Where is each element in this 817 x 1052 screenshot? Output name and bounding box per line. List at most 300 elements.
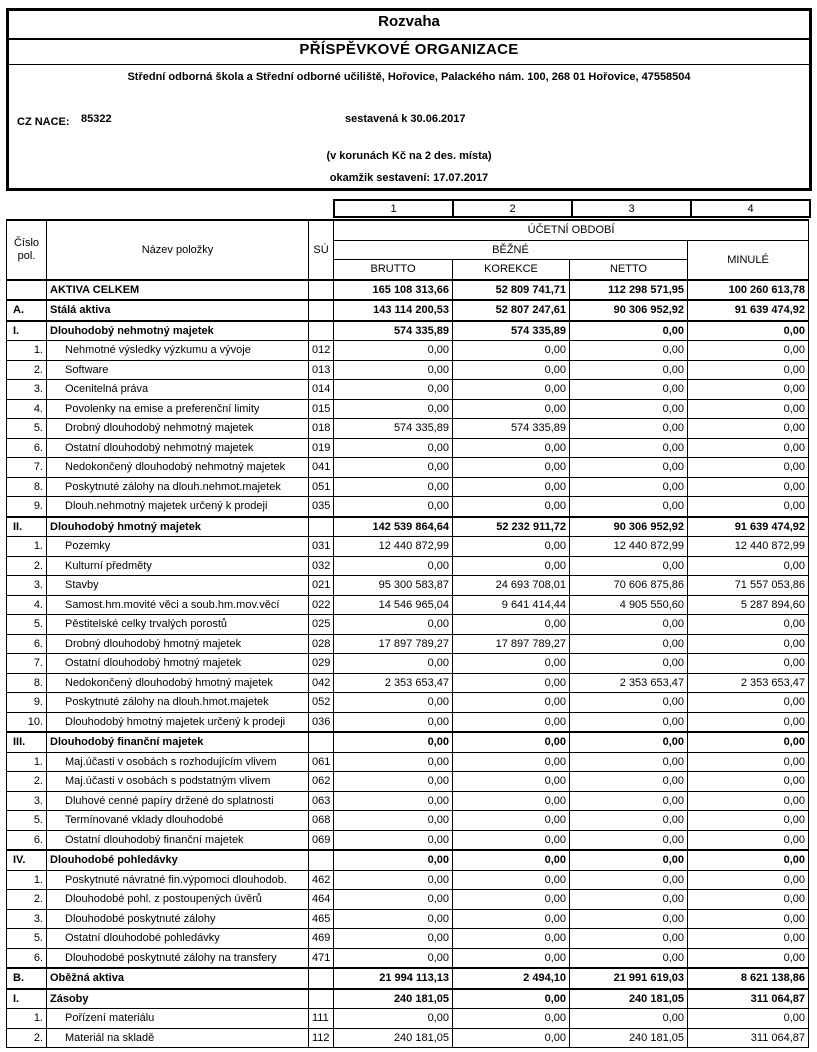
row-netto: 112 298 571,95 bbox=[570, 280, 688, 301]
row-brutto: 0,00 bbox=[334, 890, 453, 910]
column-number: 3 bbox=[572, 200, 691, 217]
row-su: 051 bbox=[309, 477, 334, 497]
units-note: (v korunách Kč na 2 des. místa) bbox=[326, 150, 492, 162]
row-netto: 21 991 619,03 bbox=[570, 968, 688, 989]
table-row bbox=[7, 929, 809, 949]
row-number: 6. bbox=[7, 634, 47, 654]
table-row bbox=[7, 458, 809, 478]
nace-value: 85322 bbox=[81, 113, 112, 125]
row-netto: 0,00 bbox=[570, 850, 688, 870]
row-minule: 0,00 bbox=[688, 752, 809, 772]
row-name: Oběžná aktiva bbox=[47, 968, 309, 989]
row-korekce: 0,00 bbox=[453, 712, 570, 732]
row-name: Stálá aktiva bbox=[47, 300, 309, 321]
row-name: Ostatní dlouhodobý nehmotný majetek bbox=[47, 438, 309, 458]
row-minule: 0,00 bbox=[688, 732, 809, 752]
row-name: Maj.účasti v osobách s rozhodujícím vlivem bbox=[47, 752, 309, 772]
col-header-ucetni-obdobi: ÚČETNÍ OBDOBÍ bbox=[334, 220, 809, 240]
table-row bbox=[7, 791, 809, 811]
row-minule: 0,00 bbox=[688, 497, 809, 517]
row-brutto: 0,00 bbox=[334, 712, 453, 732]
row-korekce: 0,00 bbox=[453, 673, 570, 693]
report-header bbox=[6, 8, 812, 191]
row-minule: 0,00 bbox=[688, 693, 809, 713]
row-minule: 0,00 bbox=[688, 458, 809, 478]
row-su: 031 bbox=[309, 537, 334, 557]
row-su bbox=[309, 280, 334, 301]
row-name: Dlouhodobé poskytnuté zálohy bbox=[47, 909, 309, 929]
row-minule: 0,00 bbox=[688, 634, 809, 654]
row-netto: 12 440 872,99 bbox=[570, 537, 688, 557]
row-minule: 0,00 bbox=[688, 380, 809, 400]
row-minule: 0,00 bbox=[688, 1009, 809, 1029]
column-number: 4 bbox=[691, 200, 810, 217]
row-number: 1. bbox=[7, 537, 47, 557]
row-brutto: 14 546 965,04 bbox=[334, 595, 453, 615]
row-netto: 2 353 653,47 bbox=[570, 673, 688, 693]
row-minule: 0,00 bbox=[688, 830, 809, 850]
row-name: Stavby bbox=[47, 576, 309, 596]
row-name: Nehmotné výsledky výzkumu a vývoje bbox=[47, 341, 309, 361]
row-netto: 0,00 bbox=[570, 556, 688, 576]
row-su bbox=[309, 968, 334, 989]
row-korekce: 0,00 bbox=[453, 693, 570, 713]
row-korekce: 9 641 414,44 bbox=[453, 595, 570, 615]
table-row bbox=[7, 673, 809, 693]
row-netto: 0,00 bbox=[570, 380, 688, 400]
row-number: 5. bbox=[7, 811, 47, 831]
row-number: II. bbox=[7, 517, 47, 537]
row-netto: 0,00 bbox=[570, 615, 688, 635]
row-number: 3. bbox=[7, 576, 47, 596]
row-brutto: 2 353 653,47 bbox=[334, 673, 453, 693]
row-netto: 0,00 bbox=[570, 1009, 688, 1029]
row-su: 469 bbox=[309, 929, 334, 949]
row-minule: 311 064,87 bbox=[688, 989, 809, 1009]
row-minule: 0,00 bbox=[688, 419, 809, 439]
row-minule: 71 557 053,86 bbox=[688, 576, 809, 596]
row-name: Ostatní dlouhodobý finanční majetek bbox=[47, 830, 309, 850]
table-row bbox=[7, 830, 809, 850]
col-header-korekce: KOREKCE bbox=[453, 260, 570, 280]
row-number: 1. bbox=[7, 752, 47, 772]
row-number: I. bbox=[7, 321, 47, 341]
table-row bbox=[7, 968, 809, 989]
row-korekce: 52 807 247,61 bbox=[453, 300, 570, 321]
row-su bbox=[309, 300, 334, 321]
row-netto: 0,00 bbox=[570, 929, 688, 949]
row-name: Samost.hm.movité věci a soub.hm.mov.věcí bbox=[47, 595, 309, 615]
table-row bbox=[7, 1028, 809, 1048]
row-minule: 0,00 bbox=[688, 399, 809, 419]
row-korekce: 0,00 bbox=[453, 438, 570, 458]
row-name: Ocenitelná práva bbox=[47, 380, 309, 400]
table-row bbox=[7, 595, 809, 615]
row-brutto: 21 994 113,13 bbox=[334, 968, 453, 989]
organization-type: PŘÍSPĚVKOVÉ ORGANIZACE bbox=[299, 41, 519, 58]
row-korekce: 17 897 789,27 bbox=[453, 634, 570, 654]
row-su: 019 bbox=[309, 438, 334, 458]
row-minule: 0,00 bbox=[688, 772, 809, 792]
row-minule: 0,00 bbox=[688, 654, 809, 674]
row-su: 032 bbox=[309, 556, 334, 576]
row-su: 042 bbox=[309, 673, 334, 693]
row-korekce: 0,00 bbox=[453, 1028, 570, 1048]
row-number: 5. bbox=[7, 419, 47, 439]
row-brutto: 574 335,89 bbox=[334, 419, 453, 439]
table-row bbox=[7, 477, 809, 497]
row-netto: 70 606 875,86 bbox=[570, 576, 688, 596]
row-brutto: 12 440 872,99 bbox=[334, 537, 453, 557]
row-su: 111 bbox=[309, 1009, 334, 1029]
row-korekce: 0,00 bbox=[453, 615, 570, 635]
row-korekce: 0,00 bbox=[453, 497, 570, 517]
row-brutto: 0,00 bbox=[334, 732, 453, 752]
row-netto: 0,00 bbox=[570, 890, 688, 910]
row-name: Poskytnuté zálohy na dlouh.hmot.majetek bbox=[47, 693, 309, 713]
row-name: Dluhové cenné papíry držené do splatnosti bbox=[47, 791, 309, 811]
row-netto: 0,00 bbox=[570, 870, 688, 890]
row-su: 018 bbox=[309, 419, 334, 439]
row-number: 10. bbox=[7, 712, 47, 732]
row-netto: 0,00 bbox=[570, 772, 688, 792]
table-row bbox=[7, 419, 809, 439]
row-su bbox=[309, 732, 334, 752]
row-su: 022 bbox=[309, 595, 334, 615]
row-brutto: 0,00 bbox=[334, 909, 453, 929]
row-minule: 0,00 bbox=[688, 321, 809, 341]
row-brutto: 0,00 bbox=[334, 360, 453, 380]
row-name: Drobný dlouhodobý nehmotný majetek bbox=[47, 419, 309, 439]
row-brutto: 143 114 200,53 bbox=[334, 300, 453, 321]
row-minule: 311 064,87 bbox=[688, 1028, 809, 1048]
row-minule: 100 260 613,78 bbox=[688, 280, 809, 301]
row-number: 8. bbox=[7, 673, 47, 693]
row-name: Nedokončený dlouhodobý nehmotný majetek bbox=[47, 458, 309, 478]
row-netto: 0,00 bbox=[570, 909, 688, 929]
row-name: Pozemky bbox=[47, 537, 309, 557]
row-korekce: 0,00 bbox=[453, 654, 570, 674]
table-row bbox=[7, 1009, 809, 1029]
row-minule: 0,00 bbox=[688, 909, 809, 929]
row-korekce: 24 693 708,01 bbox=[453, 576, 570, 596]
row-korekce: 0,00 bbox=[453, 341, 570, 361]
row-brutto: 0,00 bbox=[334, 438, 453, 458]
row-su: 471 bbox=[309, 948, 334, 968]
compiled-moment: okamžik sestavení: 17.07.2017 bbox=[329, 172, 489, 184]
row-name: Dlouhodobé poskytnuté zálohy na transfery bbox=[47, 948, 309, 968]
row-name: Ostatní dlouhodobé pohledávky bbox=[47, 929, 309, 949]
row-minule: 0,00 bbox=[688, 890, 809, 910]
row-su: 021 bbox=[309, 576, 334, 596]
row-netto: 0,00 bbox=[570, 458, 688, 478]
row-su bbox=[309, 321, 334, 341]
col-header-brutto: BRUTTO bbox=[334, 260, 453, 280]
row-number: IV. bbox=[7, 850, 47, 870]
row-number: 2. bbox=[7, 1028, 47, 1048]
table-row bbox=[7, 300, 809, 321]
row-korekce: 0,00 bbox=[453, 380, 570, 400]
row-number: 5. bbox=[7, 929, 47, 949]
row-netto: 0,00 bbox=[570, 752, 688, 772]
row-su: 068 bbox=[309, 811, 334, 831]
row-number: 1. bbox=[7, 870, 47, 890]
row-minule: 0,00 bbox=[688, 360, 809, 380]
row-brutto: 0,00 bbox=[334, 654, 453, 674]
row-minule: 0,00 bbox=[688, 791, 809, 811]
row-number: 9. bbox=[7, 693, 47, 713]
row-korekce: 0,00 bbox=[453, 477, 570, 497]
table-row bbox=[7, 537, 809, 557]
row-netto: 0,00 bbox=[570, 360, 688, 380]
row-brutto: 142 539 864,64 bbox=[334, 517, 453, 537]
row-minule: 0,00 bbox=[688, 341, 809, 361]
row-su: 462 bbox=[309, 870, 334, 890]
col-header-cislo-pol: Číslo pol. bbox=[7, 220, 47, 280]
row-su bbox=[309, 989, 334, 1009]
row-brutto: 0,00 bbox=[334, 458, 453, 478]
row-korekce: 0,00 bbox=[453, 850, 570, 870]
table-row bbox=[7, 360, 809, 380]
row-netto: 90 306 952,92 bbox=[570, 517, 688, 537]
row-brutto: 0,00 bbox=[334, 556, 453, 576]
table-row bbox=[7, 850, 809, 870]
row-name: Pěstitelské celky trvalých porostů bbox=[47, 615, 309, 635]
table-row bbox=[7, 732, 809, 752]
col-header-su: SÚ bbox=[309, 220, 334, 280]
row-name: Termínované vklady dlouhodobé bbox=[47, 811, 309, 831]
table-row bbox=[7, 556, 809, 576]
row-netto: 0,00 bbox=[570, 791, 688, 811]
row-brutto: 95 300 583,87 bbox=[334, 576, 453, 596]
row-korekce: 0,00 bbox=[453, 556, 570, 576]
row-number: 3. bbox=[7, 791, 47, 811]
row-su bbox=[309, 850, 334, 870]
row-netto: 90 306 952,92 bbox=[570, 300, 688, 321]
row-su: 061 bbox=[309, 752, 334, 772]
row-netto: 0,00 bbox=[570, 811, 688, 831]
row-korekce: 0,00 bbox=[453, 537, 570, 557]
row-korekce: 0,00 bbox=[453, 929, 570, 949]
row-number: III. bbox=[7, 732, 47, 752]
row-brutto: 0,00 bbox=[334, 341, 453, 361]
table-row bbox=[7, 870, 809, 890]
table-row bbox=[7, 752, 809, 772]
row-korekce: 0,00 bbox=[453, 399, 570, 419]
row-number: 7. bbox=[7, 654, 47, 674]
row-brutto: 574 335,89 bbox=[334, 321, 453, 341]
row-netto: 0,00 bbox=[570, 497, 688, 517]
row-name: Software bbox=[47, 360, 309, 380]
row-su: 069 bbox=[309, 830, 334, 850]
row-netto: 0,00 bbox=[570, 399, 688, 419]
table-row bbox=[7, 517, 809, 537]
row-number: 2. bbox=[7, 556, 47, 576]
row-name: Kulturní předměty bbox=[47, 556, 309, 576]
row-number: I. bbox=[7, 989, 47, 1009]
row-brutto: 165 108 313,66 bbox=[334, 280, 453, 301]
row-netto: 0,00 bbox=[570, 732, 688, 752]
row-name: Dlouhodobý hmotný majetek určený k prodeji bbox=[47, 712, 309, 732]
row-brutto: 17 897 789,27 bbox=[334, 634, 453, 654]
row-minule: 0,00 bbox=[688, 929, 809, 949]
row-su: 012 bbox=[309, 341, 334, 361]
row-number: 9. bbox=[7, 497, 47, 517]
row-number bbox=[7, 280, 47, 301]
row-su: 028 bbox=[309, 634, 334, 654]
row-korekce: 0,00 bbox=[453, 811, 570, 831]
row-name: Ostatní dlouhodobý hmotný majetek bbox=[47, 654, 309, 674]
table-row bbox=[7, 989, 809, 1009]
row-brutto: 0,00 bbox=[334, 772, 453, 792]
row-korekce: 0,00 bbox=[453, 830, 570, 850]
row-minule: 8 621 138,86 bbox=[688, 968, 809, 989]
row-number: 1. bbox=[7, 1009, 47, 1029]
row-brutto: 0,00 bbox=[334, 693, 453, 713]
row-brutto: 0,00 bbox=[334, 870, 453, 890]
row-number: 6. bbox=[7, 830, 47, 850]
row-minule: 12 440 872,99 bbox=[688, 537, 809, 557]
row-korekce: 0,00 bbox=[453, 752, 570, 772]
row-minule: 91 639 474,92 bbox=[688, 517, 809, 537]
row-brutto: 0,00 bbox=[334, 850, 453, 870]
row-brutto: 0,00 bbox=[334, 615, 453, 635]
report-title: Rozvaha bbox=[378, 13, 440, 30]
row-brutto: 0,00 bbox=[334, 830, 453, 850]
row-korekce: 574 335,89 bbox=[453, 321, 570, 341]
table-row bbox=[7, 399, 809, 419]
row-netto: 0,00 bbox=[570, 693, 688, 713]
column-number-strip bbox=[333, 199, 811, 218]
table-row bbox=[7, 811, 809, 831]
row-korekce: 2 494,10 bbox=[453, 968, 570, 989]
row-korekce: 0,00 bbox=[453, 890, 570, 910]
row-minule: 91 639 474,92 bbox=[688, 300, 809, 321]
table-row bbox=[7, 280, 809, 301]
row-minule: 0,00 bbox=[688, 948, 809, 968]
row-su bbox=[309, 517, 334, 537]
row-number: 7. bbox=[7, 458, 47, 478]
row-su: 025 bbox=[309, 615, 334, 635]
row-su: 013 bbox=[309, 360, 334, 380]
row-name: Poskytnuté zálohy na dlouh.nehmot.majetek bbox=[47, 477, 309, 497]
row-brutto: 0,00 bbox=[334, 380, 453, 400]
row-minule: 2 353 653,47 bbox=[688, 673, 809, 693]
row-number: 1. bbox=[7, 341, 47, 361]
table-row bbox=[7, 693, 809, 713]
table-row bbox=[7, 497, 809, 517]
row-number: 3. bbox=[7, 380, 47, 400]
row-number: 4. bbox=[7, 399, 47, 419]
row-brutto: 0,00 bbox=[334, 477, 453, 497]
row-name: Dlouhodobé pohledávky bbox=[47, 850, 309, 870]
row-minule: 0,00 bbox=[688, 477, 809, 497]
row-brutto: 0,00 bbox=[334, 752, 453, 772]
row-su: 465 bbox=[309, 909, 334, 929]
table-row bbox=[7, 341, 809, 361]
row-korekce: 0,00 bbox=[453, 360, 570, 380]
row-korekce: 0,00 bbox=[453, 909, 570, 929]
row-minule: 0,00 bbox=[688, 850, 809, 870]
row-su: 029 bbox=[309, 654, 334, 674]
row-number: 5. bbox=[7, 615, 47, 635]
row-name: Materiál na skladě bbox=[47, 1028, 309, 1048]
col-header-netto: NETTO bbox=[570, 260, 688, 280]
row-brutto: 0,00 bbox=[334, 399, 453, 419]
row-number: 6. bbox=[7, 438, 47, 458]
row-name: Zásoby bbox=[47, 989, 309, 1009]
row-su: 036 bbox=[309, 712, 334, 732]
row-name: Dlouhodobý finanční majetek bbox=[47, 732, 309, 752]
row-minule: 0,00 bbox=[688, 615, 809, 635]
row-netto: 0,00 bbox=[570, 654, 688, 674]
table-row bbox=[7, 634, 809, 654]
row-netto: 0,00 bbox=[570, 419, 688, 439]
row-name: Pořízení materiálu bbox=[47, 1009, 309, 1029]
row-number: B. bbox=[7, 968, 47, 989]
row-name: Nedokončený dlouhodobý hmotný majetek bbox=[47, 673, 309, 693]
row-number: 2. bbox=[7, 772, 47, 792]
row-netto: 0,00 bbox=[570, 830, 688, 850]
row-number: A. bbox=[7, 300, 47, 321]
row-minule: 0,00 bbox=[688, 556, 809, 576]
row-brutto: 240 181,05 bbox=[334, 1028, 453, 1048]
row-name: Drobný dlouhodobý hmotný majetek bbox=[47, 634, 309, 654]
row-netto: 0,00 bbox=[570, 712, 688, 732]
header-divider-thin bbox=[9, 64, 809, 65]
header-divider bbox=[9, 38, 809, 40]
row-name: AKTIVA CELKEM bbox=[47, 280, 309, 301]
table-row bbox=[7, 321, 809, 341]
row-name: Poskytnuté návratné fin.výpomoci dlouhodob. bbox=[47, 870, 309, 890]
row-brutto: 0,00 bbox=[334, 929, 453, 949]
col-header-nazev: Název položky bbox=[47, 220, 309, 280]
row-number: 8. bbox=[7, 477, 47, 497]
table-row bbox=[7, 615, 809, 635]
row-korekce: 0,00 bbox=[453, 989, 570, 1009]
row-netto: 240 181,05 bbox=[570, 1028, 688, 1048]
row-su: 035 bbox=[309, 497, 334, 517]
row-minule: 0,00 bbox=[688, 811, 809, 831]
row-brutto: 0,00 bbox=[334, 791, 453, 811]
balance-sheet-table bbox=[6, 219, 809, 1048]
row-korekce: 0,00 bbox=[453, 948, 570, 968]
row-korekce: 52 809 741,71 bbox=[453, 280, 570, 301]
row-netto: 0,00 bbox=[570, 477, 688, 497]
table-row bbox=[7, 948, 809, 968]
row-name: Dlouh.nehmotný majetek určený k prodeji bbox=[47, 497, 309, 517]
row-su: 464 bbox=[309, 890, 334, 910]
row-brutto: 0,00 bbox=[334, 811, 453, 831]
row-netto: 0,00 bbox=[570, 634, 688, 654]
compiled-date: sestavená k 30.06.2017 bbox=[345, 113, 466, 125]
row-number: 3. bbox=[7, 909, 47, 929]
table-row bbox=[7, 438, 809, 458]
table-row bbox=[7, 890, 809, 910]
table-row bbox=[7, 909, 809, 929]
row-su: 041 bbox=[309, 458, 334, 478]
row-su: 052 bbox=[309, 693, 334, 713]
row-korekce: 0,00 bbox=[453, 1009, 570, 1029]
row-name: Dlouhodobý nehmotný majetek bbox=[47, 321, 309, 341]
row-korekce: 0,00 bbox=[453, 772, 570, 792]
row-name: Povolenky na emise a preferenční limity bbox=[47, 399, 309, 419]
row-korekce: 0,00 bbox=[453, 870, 570, 890]
row-netto: 0,00 bbox=[570, 948, 688, 968]
row-netto: 0,00 bbox=[570, 438, 688, 458]
row-number: 2. bbox=[7, 360, 47, 380]
table-row bbox=[7, 576, 809, 596]
